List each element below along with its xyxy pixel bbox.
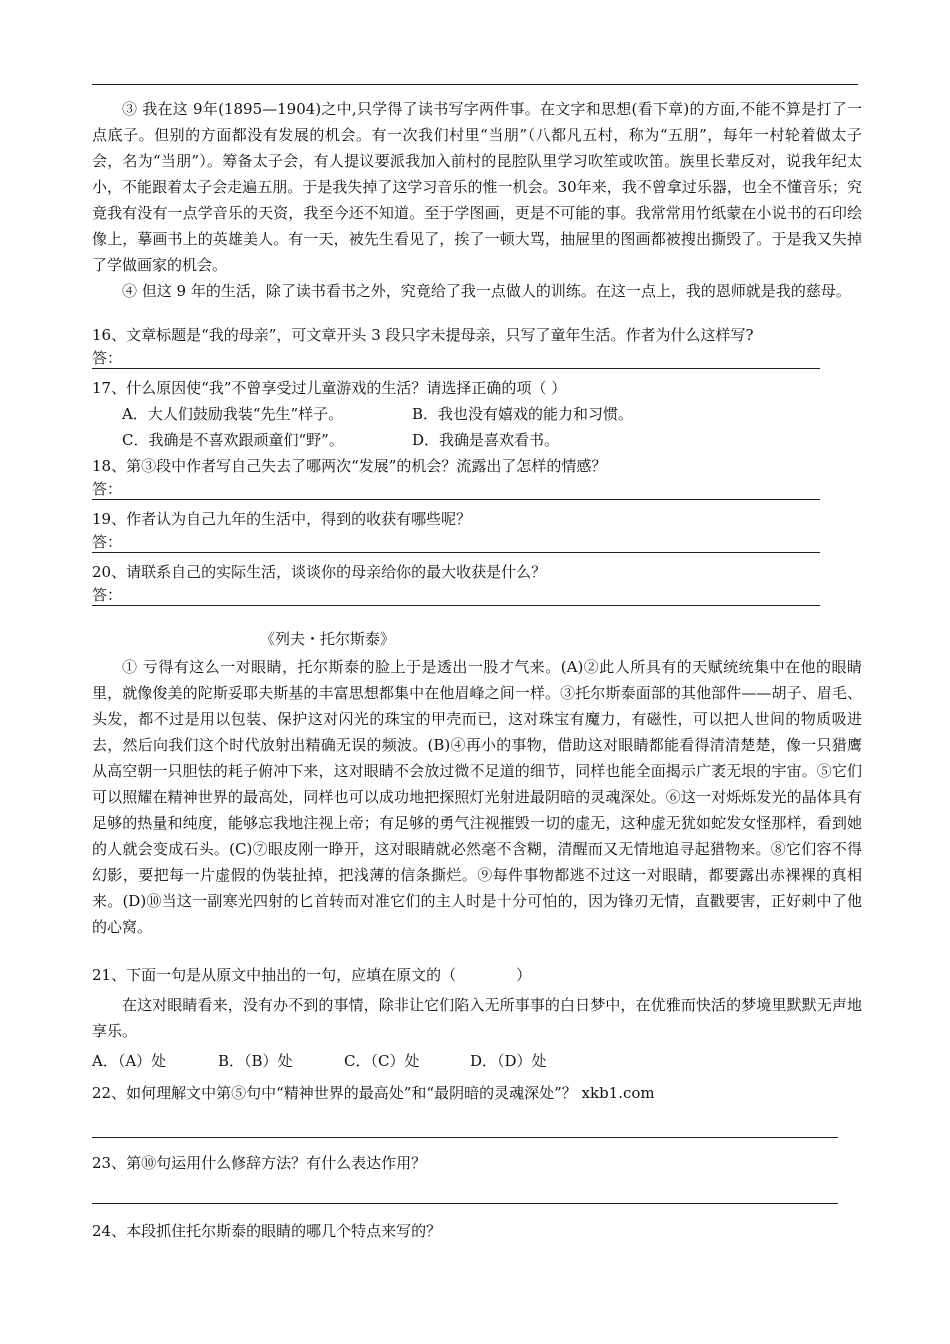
option-d[interactable]: D．我确是喜欢看书。 — [412, 431, 560, 449]
question-16: 16、文章标题是“我的母亲”，可文章开头 3 段只字未提母亲，只写了童年生活。作者为什么这样写? — [92, 326, 754, 344]
paragraph-4: ④ 但这 9 年的生活，除了读书看书之外，究竟给了我一点做人的训练。在这一点上，我的恩师就是我的慈母。 — [122, 282, 851, 300]
question-23: 23、第⑩句运用什么修辞方法？有什么表达作用？ — [92, 1154, 427, 1172]
questions-21-24 — [92, 962, 862, 1244]
top-divider — [92, 84, 858, 85]
answer-line-19[interactable] — [92, 532, 820, 553]
question-20: 20、请联系自己的实际生活，谈谈你的母亲给你的最大收获是什么？ — [92, 563, 547, 581]
option-b[interactable]: B．我也没有嬉戏的能力和习惯。 — [412, 405, 634, 423]
answer-line-20[interactable] — [92, 585, 820, 606]
question-22: 22、如何理解文中第⑤句中“精神世界的最高处”和“最阴暗的灵魂深处”？ xkb1.com — [92, 1084, 655, 1102]
paragraph-3: ③ 我在这 9年(1895—1904)之中,只学得了读书写字两件事。在文字和思想(看下章)的方面,不能不算是打了一点底子。但别的方面都没有发展的机会。有一次我们村里“当朋”（八都凡五村，称为“五朋”，每年一村轮着做太子会，名为“当朋”）。筹备太子会，有人提议要派我加入前村的昆腔队里学习吹笙或吹笛。族里长辈反对，说我年纪太小，不能跟着太子会走遍五朋。于是我失掉了这学习音乐的惟一机会。30年来，我不曾拿过乐器，也全不懂音乐；究竟我有没有一点学音乐的天资，我至今还不知道。至于学图画，更是不可能的事。我常常用竹纸蒙在小说书的石印绘像上，摹画书上的英雄美人。有一天，被先生看见了，挨了一顿大骂，抽屉里的图画都被搜出撕毁了。于是我又失掉了学做画家的机会。 — [92, 100, 862, 274]
option-c[interactable]: C．我确是不喜欢跟顽童们“野”。 — [122, 431, 344, 449]
answer-label: 答： — [92, 586, 123, 604]
question-18: 18、第③段中作者写自己失去了哪两次“发展”的机会？流露出了怎样的情感？ — [92, 457, 607, 475]
answer-label: 答： — [92, 533, 123, 551]
question-24: 24、本段抓住托尔斯泰的眼睛的哪几个特点来写的？ — [92, 1222, 442, 1240]
passage-2-body: ① 亏得有这么一对眼睛，托尔斯泰的脸上于是透出一股才气来。(A)②此人所具有的天赋统统集中在他的眼睛里，就像俊美的陀斯妥耶夫斯基的丰富思想都集中在他眉峰之间一样。③托尔斯泰面部的其他部件——胡子、眉毛、头发，都不过是用以包装、保护这对闪光的珠宝的甲壳而已，这对珠宝有魔力，有磁性，可以把人世间的物质吸进去，然后向我们这个时代放射出精确无误的频波。(B)④再小的事物，借助这对眼睛都能看得清清楚楚，像一只猎鹰从高空朝一只胆怯的耗子俯冲下来，这对眼睛不会放过微不足道的细节，同样也能全面揭示广袤无垠的宇宙。⑤它们可以照耀在精神世界的最高处，同样也可以成功地把探照灯光射进最阴暗的灵魂深处。⑥这一对烁烁发光的晶体具有足够的热量和纯度，能够忘我地注视上帝；有足够的勇气注视摧毁一切的虚无，这种虚无犹如蛇发女怪那样，看到她的人就会变成石头。(C)⑦眼皮刚一睁开，这对眼睛就必然毫不含糊，清醒而又无情地追寻起猎物来。⑧它们容不得幻影，要把每一片虚假的伪装扯掉，把浅薄的信条撕烂。⑨每件事物都逃不过这一对眼睛，都要露出赤裸裸的真相来。(D)⑩当这一副寒光四射的匕首转而对准它们的主人时是十分可怕的，因为锋刃无情，直戳要害，正好刺中了他的心窝。 — [92, 658, 862, 936]
answer-line-22[interactable] — [92, 1136, 838, 1138]
passage-2 — [92, 654, 862, 940]
questions-16-20 — [92, 322, 862, 612]
answer-line-18[interactable] — [92, 479, 820, 500]
answer-label: 答： — [92, 349, 123, 367]
question-17-options-row-2 — [92, 427, 862, 453]
option-a[interactable]: A．（A）处 — [92, 1052, 167, 1070]
question-21: 21、下面一句是从原文中抽出的一句，应填在原文的（ ） — [92, 966, 532, 984]
option-c[interactable]: C．（C）处 — [344, 1052, 420, 1070]
question-21-sentence: 在这对眼睛看来，没有办不到的事情，除非让它们陷入无所事事的白日梦中，在优雅而快活的梦境里默默无声地享乐。 — [92, 996, 862, 1040]
passage-2-title: 《列夫・托尔斯泰》 — [260, 630, 396, 648]
question-19: 19、作者认为自己九年的生活中，得到的收获有哪些呢？ — [92, 510, 472, 528]
answer-line-23[interactable] — [92, 1202, 838, 1204]
passage-1 — [92, 96, 862, 304]
answer-label: 答： — [92, 480, 123, 498]
question-17-options-row-1 — [92, 401, 862, 427]
question-21-options — [92, 1048, 862, 1074]
question-17: 17、什么原因使“我”不曾享受过儿童游戏的生活？请选择正确的项（ ） — [92, 379, 567, 397]
option-d[interactable]: D．（D）处 — [470, 1052, 547, 1070]
answer-line-16[interactable] — [92, 348, 820, 369]
option-b[interactable]: B．（B）处 — [218, 1052, 293, 1070]
option-a[interactable]: A．大人们鼓励我装“先生”样子。 — [122, 405, 344, 423]
